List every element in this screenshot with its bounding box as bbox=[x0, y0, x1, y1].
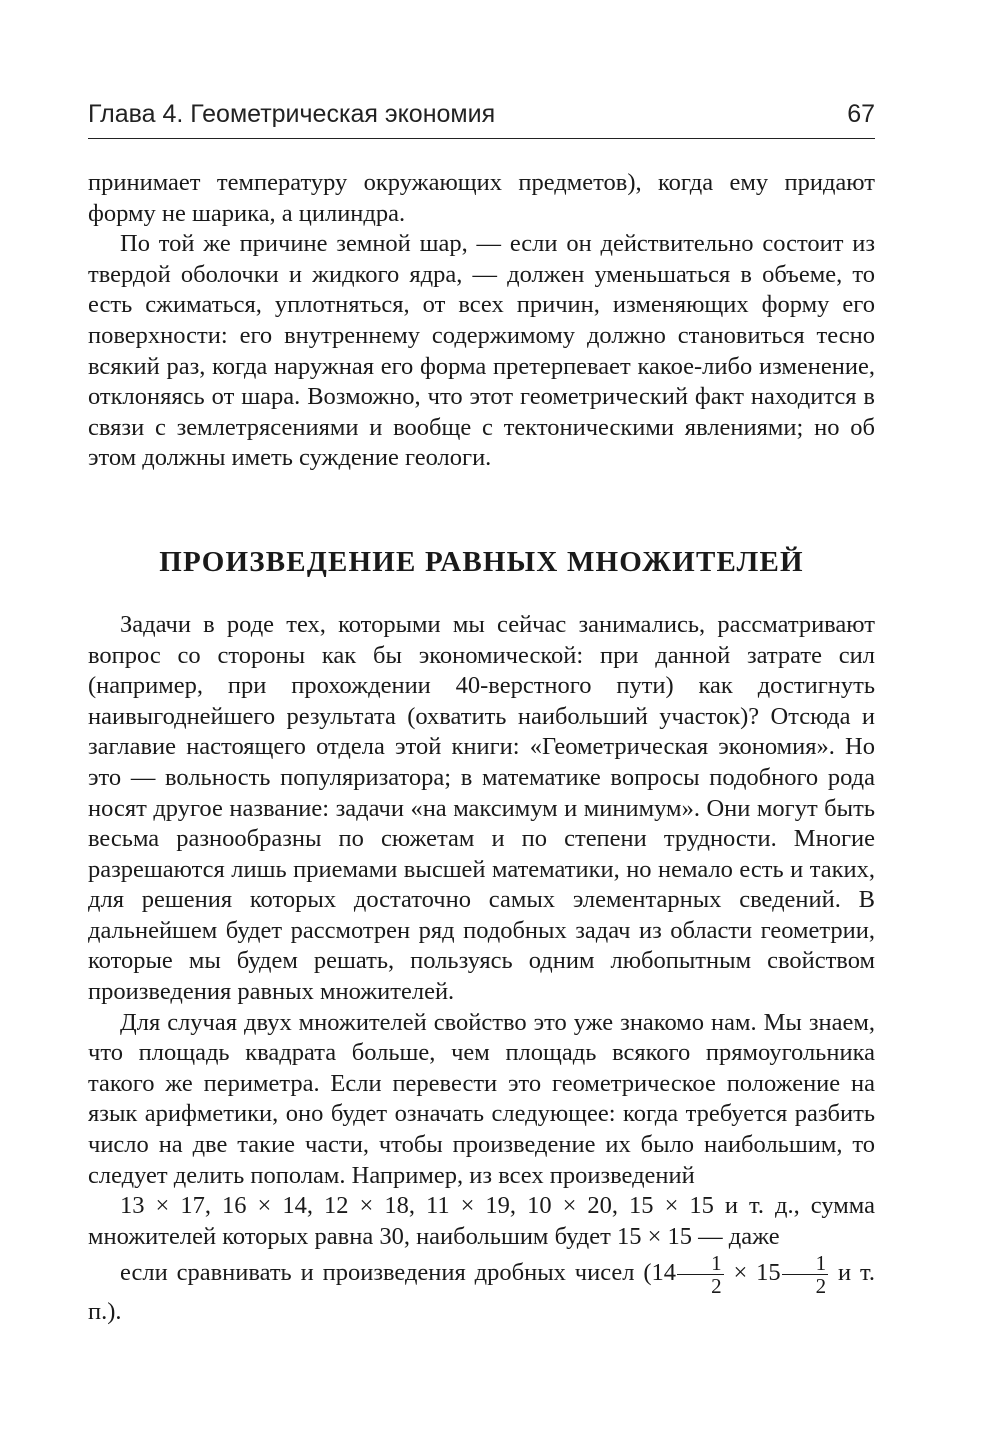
page-header bbox=[88, 96, 875, 139]
section-title: ПРОИЗВЕДЕНИЕ РАВНЫХ МНОЖИТЕЛЕЙ bbox=[159, 545, 804, 578]
chapter-title: Глава 4. Геометрическая экономия bbox=[88, 100, 496, 128]
fraction-half-1 bbox=[677, 1252, 724, 1297]
paragraph-earth: По той же причине земной шар, — если он действительно состоит из твердой оболочки и жидкого ядра, — должен уменьшаться в объеме, то есть сжиматься, уплотняться, от всех причин, изменяющих форму его поверхности: его внутреннему содержимому должно становиться тесно всякий раз, когда наружная его форма претерпевает какое-либо изменение, отклоняясь от шара. Возможно, что этот геометрический факт находится в связи с землетрясениями и вообще с тектоническими явлениями; но об этом должны иметь суждение геологи. bbox=[88, 230, 875, 472]
fraction-denominator: 2 bbox=[815, 1274, 827, 1299]
page-number: 67 bbox=[847, 100, 875, 128]
paragraph-economy: Задачи в роде тех, которыми мы сейчас занимались, рассматривают вопрос со стороны как бы экономической: при данной затрате сил (например, при прохождении 40-верстного пути) как достигнуть наивыгоднейшего результата (охватить наибольший участок)? Отсюда и заглавие настоящего отдела этой книги: «Геометрическая экономия». Но это — вольность популяризатора; в математике вопросы подобного рода носят другое название: задачи «на максимум и минимум». Они могут быть весьма разнообразны по сюжетам и по степени трудности. Многие разрешаются лишь приемами высшей математики, но немало есть и таких, для решения которых достаточно самых элементарных сведений. В дальнейшем будет рассмотрен ряд подобных задач из области геометрии, которые мы будем решать, пользуясь одним любопытным свойством произведения равных множителей. bbox=[88, 610, 875, 1006]
fraction-text-times: × 15 bbox=[724, 1259, 781, 1287]
fraction-numerator: 1 bbox=[677, 1252, 724, 1275]
page-body bbox=[88, 168, 875, 1328]
fraction-text-start: если сравнивать и произведения дробных чисел (14 bbox=[120, 1259, 677, 1287]
paragraph-continuation: принимает температуру окружающих предметов), когда ему придают форму не шарика, а цилиндра. bbox=[88, 169, 875, 227]
fraction-numerator: 1 bbox=[782, 1252, 829, 1275]
paragraph-fractions bbox=[88, 1252, 875, 1328]
fraction-half-2 bbox=[782, 1252, 829, 1297]
fraction-denominator: 2 bbox=[711, 1274, 722, 1299]
fraction-text-end: и т. п.). bbox=[88, 1259, 875, 1326]
paragraph-two-factors: Для случая двух множителей свойство это уже знакомо нам. Мы знаем, что площадь квадрата больше, чем площадь всякого прямоугольника такого же периметра. Если перевести это геометрическое положение на язык арифметики, оно будет означать следующее: когда требуется разбить число на две такие части, чтобы произведение их было наибольшим, то следует делить пополам. Например, из всех произведений bbox=[88, 1008, 875, 1189]
paragraph-products: 13 × 17, 16 × 14, 12 × 18, 11 × 19, 10 × 20, 15 × 15 и т. д., сумма множителей которых равна 30, наибольшим будет 15 × 15 — даже bbox=[88, 1192, 875, 1250]
